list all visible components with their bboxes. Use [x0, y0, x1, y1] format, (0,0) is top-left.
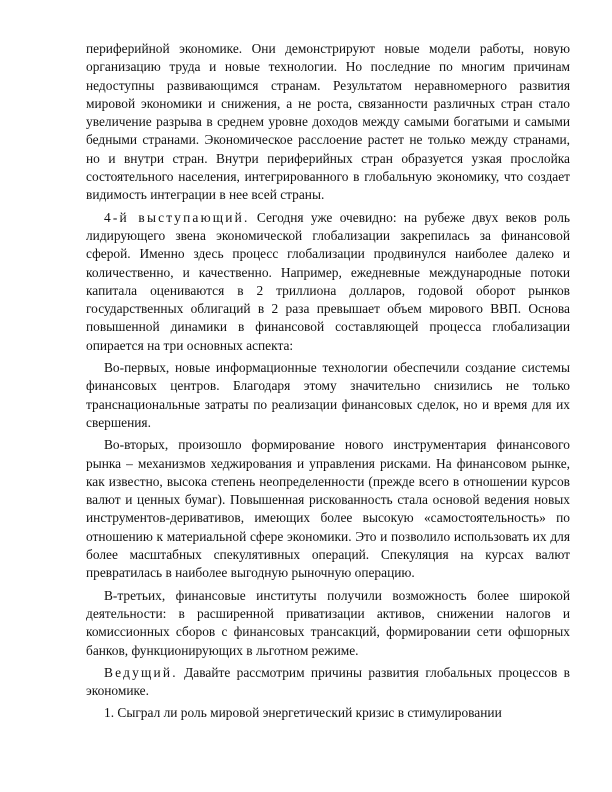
paragraph-fourth-speaker: [86, 209, 570, 355]
paragraph-host: [86, 664, 570, 701]
paragraph-text: 1. Сыграл ли роль мировой энергетический кризис в стимулировании: [104, 705, 502, 721]
paragraph-peripheral-economy: [86, 40, 570, 205]
document-page: [86, 40, 570, 727]
speaker-label: 4-й выступающий.: [104, 209, 250, 225]
paragraph-text: В-третьих, финансовые институты получили возможность более широкой деятельности: в расширенной приватизации активов, снижении налогов и комиссионных сборов с финансовых трансакций, формировании сети офшорных банков, функционирующих в льготном режиме.: [86, 587, 570, 658]
paragraph-question-1: [86, 704, 570, 722]
paragraph-text: Во-вторых, произошло формирование нового инструментария финансового рынка – механизмов хеджирования и управления рисками. На финансовом рынке, как известно, высока степень неопределенности (прежде всего в отношении курсов валют и ценных бумаг). Повышенная рискованность стала основой ведения новых инструментов-деривативов, имеющих более высокую «самостоятельность» по отношению к материальной сфере экономики. Это и позволило использовать их для более масштабных спекулятивных операций. Спекуляция на курсах валют превратилась в наиболее выгодную рыночную операцию.: [86, 437, 570, 581]
paragraph-text: Давайте рассмотрим причины развития глобальных процессов в экономике.: [86, 664, 570, 699]
paragraph-text: Во-первых, новые информационные технологии обеспечили создание системы финансовых центров. Благодаря этому значительно снизились не только транснациональные затраты по реализации финансовых сделок, но и время для их свершения.: [86, 360, 570, 430]
paragraph-text: Сегодня уже очевидно: на рубеже двух веков роль лидирующего звена экономической глобализации закрепилась за финансовой сферой. Именно здесь процесс глобализации продвинулся наиболее далеко и количественно, и качественно. Например, ежедневные международные потоки капитала оцениваются в 2 триллиона долларов, годовой оборот рынков государственных облигаций в 2 раза превышает объем мирового ВВП. Основа повышенной динамики в финансовой составляющей процесса глобализации опирается на три основных аспекта:: [86, 209, 570, 353]
paragraph-thirdly: [86, 587, 570, 660]
paragraph-text: периферийной экономике. Они демонстрируют новые модели работы, новую организацию труда и новые технологии. Но последние по многим причинам недоступны развивающимся странам. Результатом неравномерного развития мировой экономики и снижения, а не роста, связанности различных стран стало увеличение разрыва в среднем уровне доходов между самыми богатыми и самыми бедными странами. Экономическое расслоение растет не только между странами, но и внутри стран. Внутри периферийных стран образуется узкая прослойка состоятельного населения, интегрированного в глобальную экономику, что создает видимость интеграции в нее всей страны.: [86, 41, 570, 203]
paragraph-secondly: [86, 436, 570, 582]
speaker-label: Ведущий.: [104, 664, 178, 680]
paragraph-firstly: [86, 359, 570, 432]
